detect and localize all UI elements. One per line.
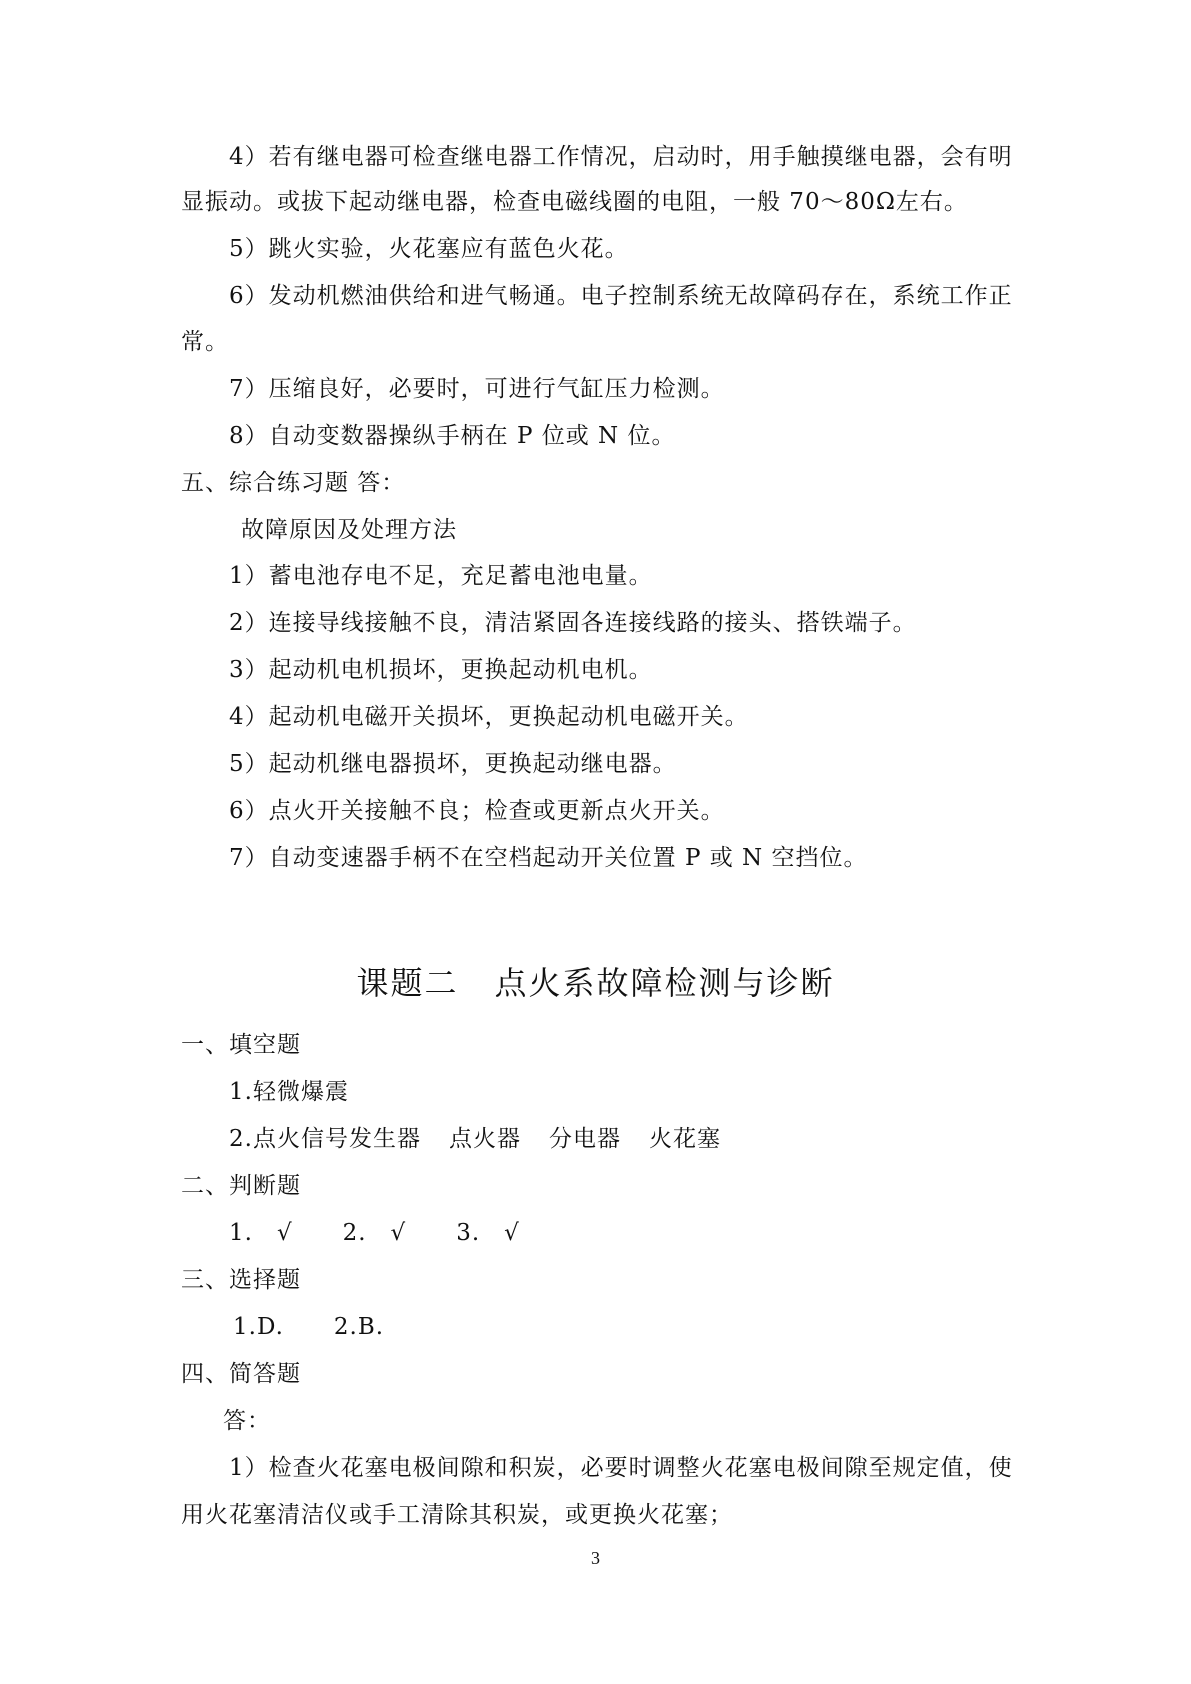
list-item: 6）点火开关接触不良；检查或更新点火开关。 bbox=[229, 798, 725, 824]
answer-part: 火花塞 bbox=[648, 1126, 721, 1152]
choice-heading: 三、选择题 bbox=[181, 1267, 301, 1293]
choice-answer: 1.D. bbox=[233, 1314, 284, 1340]
list-item: 4）起动机电磁开关损坏，更换起动机电磁开关。 bbox=[229, 704, 749, 730]
tf-answer: 3. √ bbox=[456, 1220, 520, 1246]
item5: 5）跳火实验，火花塞应有蓝色火花。 bbox=[229, 236, 629, 262]
page-number: 3 bbox=[591, 1548, 600, 1568]
fill-blank-answer-1: 1.轻微爆震 bbox=[229, 1079, 349, 1105]
lesson-topic: 点火系故障检测与诊断 bbox=[494, 964, 835, 1002]
item7: 7）压缩良好，必要时，可进行气缸压力检测。 bbox=[229, 376, 725, 402]
list-item: 7）自动变速器手柄不在空档起动开关位置 P 或 N 空挡位。 bbox=[229, 845, 868, 871]
item4-line1: 4）若有继电器可检查继电器工作情况，启动时，用手触摸继电器，会有明 bbox=[229, 144, 1013, 170]
section5-heading: 五、综合练习题 答： bbox=[181, 470, 406, 496]
fill-blank-answer-2 bbox=[229, 1124, 721, 1154]
short-answer-heading: 四、简答题 bbox=[181, 1361, 301, 1387]
tf-answer: 1. √ bbox=[229, 1220, 293, 1246]
short-answer-line2: 用火花塞清洁仪或手工清除其积炭，或更换火花塞； bbox=[181, 1502, 733, 1528]
list-item: 1）蓄电池存电不足，充足蓄电池电量。 bbox=[229, 563, 653, 589]
choice-answer: 2.B. bbox=[333, 1314, 385, 1340]
lesson-number: 课题二 bbox=[356, 964, 459, 1002]
lesson-title bbox=[0, 963, 1191, 1003]
tf-answer: 2. √ bbox=[342, 1220, 407, 1246]
answer-part: 分电器 bbox=[548, 1126, 621, 1152]
fill-blank-heading: 一、填空题 bbox=[181, 1032, 301, 1058]
section5-subheading: 故障原因及处理方法 bbox=[241, 517, 457, 543]
true-false-answers bbox=[229, 1218, 520, 1248]
short-answer-line1: 1）检查火花塞电极间隙和积炭，必要时调整火花塞电极间隙至规定值，使 bbox=[229, 1455, 1013, 1481]
item6-line1: 6）发动机燃油供给和进气畅通。电子控制系统无故障码存在，系统工作正 bbox=[229, 283, 1013, 309]
answer-part: 点火器 bbox=[448, 1126, 521, 1152]
item4-line2: 显振动。或拔下起动继电器，检查电磁线圈的电阻，一般 70～80Ω左右。 bbox=[181, 189, 968, 215]
item8: 8）自动变数器操纵手柄在 P 位或 N 位。 bbox=[229, 423, 676, 449]
choice-answers bbox=[233, 1312, 384, 1342]
list-item: 2）连接导线接触不良，清洁紧固各连接线路的接头、搭铁端子。 bbox=[229, 610, 917, 636]
answer-label: 答： bbox=[223, 1408, 271, 1434]
answer-part: 2.点火信号发生器 bbox=[229, 1126, 421, 1152]
item6-line2: 常。 bbox=[181, 329, 229, 355]
true-false-heading: 二、判断题 bbox=[181, 1173, 301, 1199]
list-item: 5）起动机继电器损坏，更换起动继电器。 bbox=[229, 751, 677, 777]
list-item: 3）起动机电机损坏，更换起动机电机。 bbox=[229, 657, 653, 683]
